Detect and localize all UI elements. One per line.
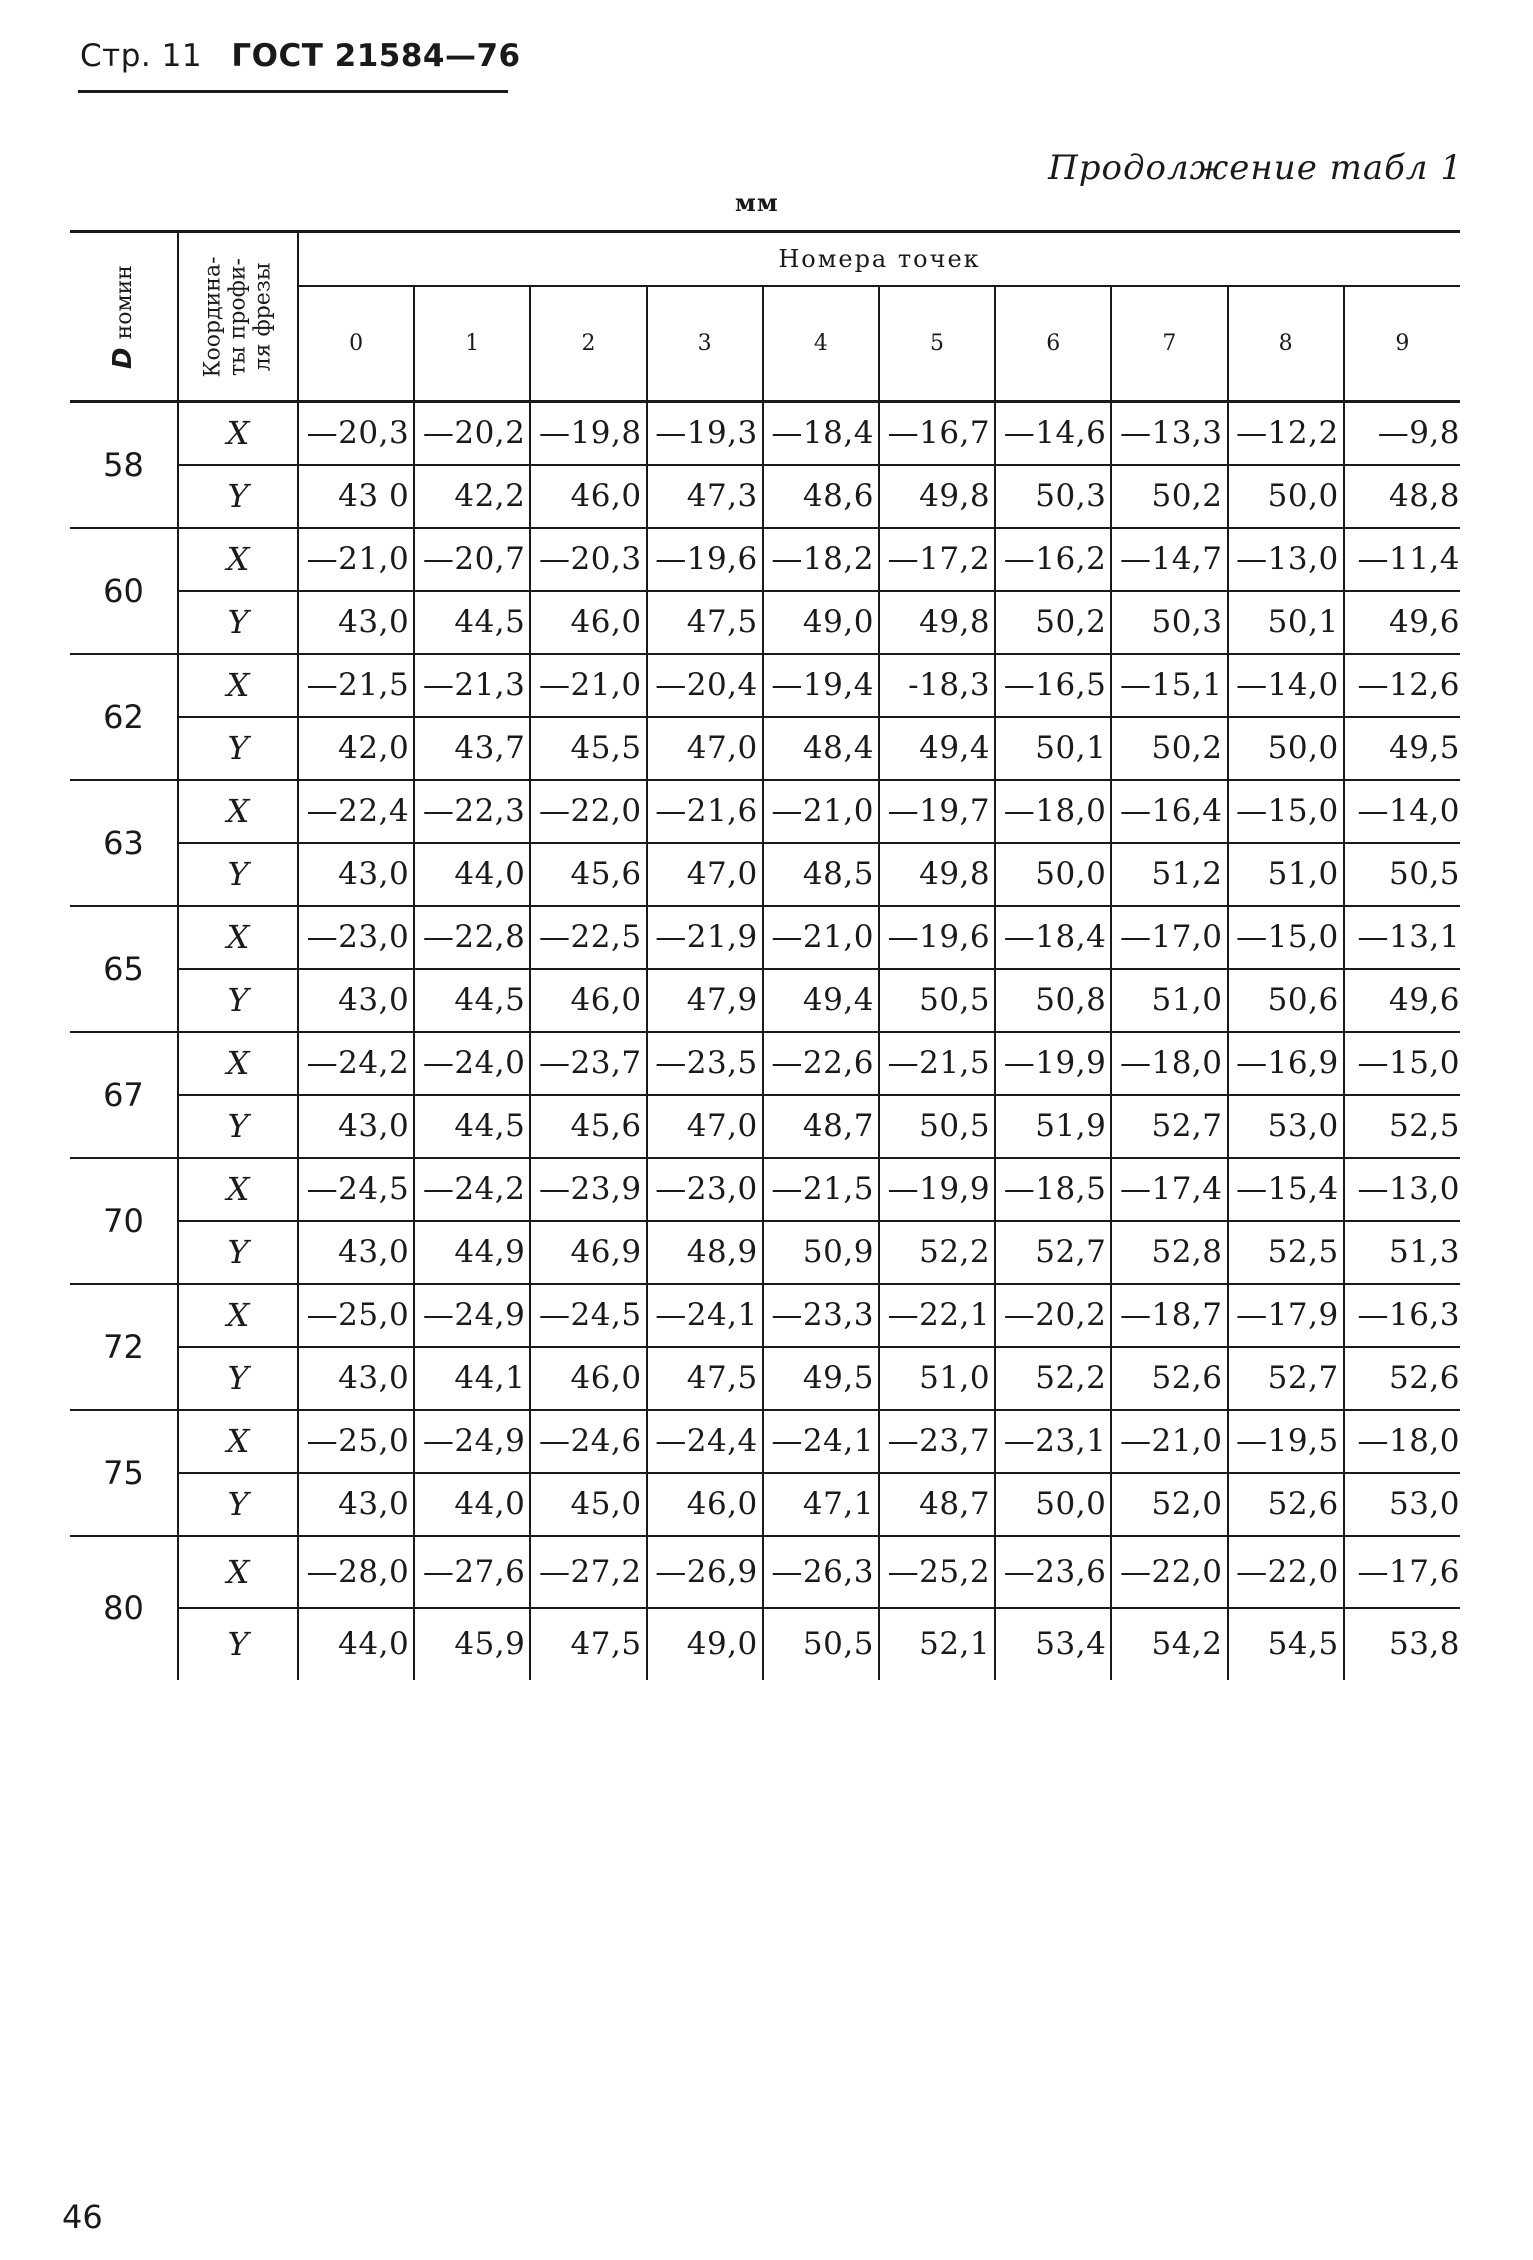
d-nominal-value: 70 <box>70 1158 178 1284</box>
coordinate-value: 46,9 <box>530 1221 646 1284</box>
coordinate-axis-y: Y <box>178 465 298 528</box>
coordinate-value: —24,4 <box>647 1410 763 1473</box>
table-row <box>70 528 1460 591</box>
coordinate-value: —18,0 <box>1111 1032 1227 1095</box>
coordinate-value: 47,1 <box>763 1473 879 1536</box>
coordinate-value: —21,3 <box>414 654 530 717</box>
coordinate-value: 48,9 <box>647 1221 763 1284</box>
table-row <box>70 1608 1460 1680</box>
point-number-header: 6 <box>995 286 1111 402</box>
coordinate-value: 52,6 <box>1344 1347 1460 1410</box>
coordinate-value: 46,0 <box>530 1347 646 1410</box>
coordinate-value: —24,2 <box>414 1158 530 1221</box>
table-row <box>70 843 1460 906</box>
coordinate-value: —17,2 <box>879 528 995 591</box>
coordinate-value: 51,9 <box>995 1095 1111 1158</box>
coordinate-value: —24,1 <box>763 1410 879 1473</box>
coordinate-value: 50,0 <box>995 843 1111 906</box>
coordinate-value: 48,5 <box>763 843 879 906</box>
table-row <box>70 969 1460 1032</box>
coordinate-value: —25,0 <box>298 1410 414 1473</box>
coordinate-value: 51,3 <box>1344 1221 1460 1284</box>
coordinate-value: —22,1 <box>879 1284 995 1347</box>
coordinate-value: —25,0 <box>298 1284 414 1347</box>
header-d-nominal <box>70 232 178 402</box>
coordinate-value: 53,4 <box>995 1608 1111 1680</box>
coordinate-value: 46,0 <box>530 465 646 528</box>
table-continuation-label: Продолжение табл 1 <box>1048 148 1463 188</box>
coordinate-value: —21,0 <box>763 906 879 969</box>
coordinate-axis-y: Y <box>178 969 298 1032</box>
table-row <box>70 1536 1460 1608</box>
point-number-header: 7 <box>1111 286 1227 402</box>
coord-label-line: ля фрезы <box>250 262 276 371</box>
d-nominal-value: 72 <box>70 1284 178 1410</box>
coordinate-value: —9,8 <box>1344 402 1460 465</box>
coordinate-value: 43,0 <box>298 1473 414 1536</box>
d-nominal-value: 63 <box>70 780 178 906</box>
coordinate-value: —16,4 <box>1111 780 1227 843</box>
coordinate-value: —14,7 <box>1111 528 1227 591</box>
coordinate-value: 52,1 <box>879 1608 995 1680</box>
point-number-header: 3 <box>647 286 763 402</box>
coordinate-value: 50,6 <box>1228 969 1344 1032</box>
coordinate-value: 50,5 <box>763 1608 879 1680</box>
coordinate-value: —11,4 <box>1344 528 1460 591</box>
coordinate-value: 52,2 <box>995 1347 1111 1410</box>
coordinate-value: —13,3 <box>1111 402 1227 465</box>
coordinate-value: —19,8 <box>530 402 646 465</box>
coordinate-value: 52,2 <box>879 1221 995 1284</box>
table-row <box>70 402 1460 465</box>
coordinate-value: 52,7 <box>1111 1095 1227 1158</box>
coordinate-value: 45,6 <box>530 843 646 906</box>
coordinate-value: —24,0 <box>414 1032 530 1095</box>
coordinate-axis-x: X <box>178 1158 298 1221</box>
coordinate-value: —20,4 <box>647 654 763 717</box>
coordinate-value: 50,3 <box>995 465 1111 528</box>
profile-coordinates-table <box>70 230 1460 1680</box>
standard-title: ГОСТ 21584—76 <box>231 38 521 74</box>
coordinate-value: —24,5 <box>530 1284 646 1347</box>
coordinate-value: 53,0 <box>1228 1095 1344 1158</box>
coordinate-value: —23,5 <box>647 1032 763 1095</box>
coordinate-value: —17,0 <box>1111 906 1227 969</box>
coordinate-value: 46,0 <box>530 969 646 1032</box>
coordinate-value: —15,1 <box>1111 654 1227 717</box>
coordinate-axis-y: Y <box>178 1347 298 1410</box>
coordinate-value: 43 0 <box>298 465 414 528</box>
coordinate-value: 44,0 <box>414 843 530 906</box>
coordinate-value: 43,0 <box>298 843 414 906</box>
coordinate-value: 52,6 <box>1228 1473 1344 1536</box>
coordinate-value: 50,0 <box>1228 717 1344 780</box>
coordinate-value: 49,4 <box>763 969 879 1032</box>
coordinate-value: 43,0 <box>298 1221 414 1284</box>
coordinate-value: —19,3 <box>647 402 763 465</box>
coordinate-value: —27,2 <box>530 1536 646 1608</box>
coordinate-value: —12,2 <box>1228 402 1344 465</box>
coordinate-value: 52,8 <box>1111 1221 1227 1284</box>
coordinate-value: —18,0 <box>1344 1410 1460 1473</box>
coordinate-value: 45,6 <box>530 1095 646 1158</box>
coordinate-axis-x: X <box>178 528 298 591</box>
point-number-header: 1 <box>414 286 530 402</box>
coordinate-value: —19,6 <box>647 528 763 591</box>
header-rule <box>78 90 508 93</box>
coordinate-value: 52,5 <box>1344 1095 1460 1158</box>
coordinate-axis-x: X <box>178 1284 298 1347</box>
coordinate-value: 45,5 <box>530 717 646 780</box>
coordinate-value: 42,0 <box>298 717 414 780</box>
coordinate-value: —23,7 <box>530 1032 646 1095</box>
coordinate-value: 43,0 <box>298 1347 414 1410</box>
coordinate-value: —22,6 <box>763 1032 879 1095</box>
coordinate-value: —16,5 <box>995 654 1111 717</box>
coordinate-value: —16,2 <box>995 528 1111 591</box>
coordinate-value: —21,0 <box>530 654 646 717</box>
coordinate-value: —18,2 <box>763 528 879 591</box>
table-row <box>70 1284 1460 1347</box>
d-nominal-value: 67 <box>70 1032 178 1158</box>
coordinate-value: 53,8 <box>1388 1626 1460 1662</box>
point-number-header: 5 <box>879 286 995 402</box>
coordinate-axis-y: Y <box>178 1095 298 1158</box>
coordinate-value: —15,0 <box>1228 906 1344 969</box>
coordinate-value: 46,0 <box>530 591 646 654</box>
coordinate-value: —16,7 <box>879 402 995 465</box>
coordinate-value: 48,7 <box>879 1473 995 1536</box>
coordinate-value: 44,9 <box>414 1221 530 1284</box>
coordinate-value: 50,0 <box>1228 465 1344 528</box>
coord-label-line: Координа- <box>200 255 226 378</box>
coordinate-value: —14,0 <box>1228 654 1344 717</box>
coordinate-value: 43,0 <box>298 591 414 654</box>
coordinate-value: —18,5 <box>995 1158 1111 1221</box>
coordinate-value: 50,9 <box>763 1221 879 1284</box>
coordinate-value: 49,5 <box>763 1347 879 1410</box>
coordinate-value: 49,8 <box>879 843 995 906</box>
coordinate-axis-x: X <box>178 654 298 717</box>
page-label: Стр. 11 <box>80 38 203 74</box>
coordinate-value: 50,2 <box>995 591 1111 654</box>
coordinate-value: —19,7 <box>879 780 995 843</box>
coordinate-value: —22,8 <box>414 906 530 969</box>
coordinate-value: 43,0 <box>298 1095 414 1158</box>
coordinate-value: 44,5 <box>414 591 530 654</box>
table-row <box>70 1158 1460 1221</box>
coordinate-value: 50,5 <box>879 969 995 1032</box>
coordinate-value: —13,0 <box>1344 1158 1460 1221</box>
coordinate-value: —15,4 <box>1228 1158 1344 1221</box>
coordinate-value: 50,2 <box>1111 717 1227 780</box>
table-row <box>70 1032 1460 1095</box>
d-nominal-label: номин <box>111 264 137 339</box>
coordinate-value: —20,2 <box>414 402 530 465</box>
coord-label-line: ты профи- <box>225 257 251 376</box>
d-nominal-value: 75 <box>70 1410 178 1536</box>
coordinate-value: —20,3 <box>530 528 646 591</box>
coordinate-value: —18,0 <box>995 780 1111 843</box>
coordinate-axis-y: Y <box>178 717 298 780</box>
coordinate-value: —22,3 <box>414 780 530 843</box>
coordinate-value: 47,0 <box>647 717 763 780</box>
coordinate-value: 54,2 <box>1111 1608 1227 1680</box>
coordinate-value: —24,6 <box>530 1410 646 1473</box>
table-row <box>70 465 1460 528</box>
coordinate-value: 50,5 <box>1344 843 1460 906</box>
coordinate-value: 43,7 <box>414 717 530 780</box>
coordinate-value: 49,6 <box>1344 591 1460 654</box>
table-row <box>70 654 1460 717</box>
coordinate-axis-x: X <box>178 1536 298 1608</box>
coordinate-value: —15,0 <box>1344 1032 1460 1095</box>
coordinate-axis-y: Y <box>178 1473 298 1536</box>
unit-label: мм <box>735 188 779 217</box>
coordinate-value: 42,2 <box>414 465 530 528</box>
coordinate-value: —21,5 <box>879 1032 995 1095</box>
coordinate-value: 51,2 <box>1111 843 1227 906</box>
point-number-header: 9 <box>1344 286 1460 402</box>
coordinate-value: —20,3 <box>298 402 414 465</box>
coordinate-value: 44,5 <box>414 1095 530 1158</box>
coordinate-value: 50,5 <box>879 1095 995 1158</box>
coordinate-axis-y: Y <box>178 1608 298 1680</box>
coordinate-value: —23,0 <box>298 906 414 969</box>
coordinate-value: 49,6 <box>1344 969 1460 1032</box>
coordinate-value: —24,9 <box>414 1284 530 1347</box>
coordinate-value: 52,0 <box>1111 1473 1227 1536</box>
coordinate-value: —14,6 <box>995 402 1111 465</box>
coordinate-value: -18,3 <box>879 654 995 717</box>
coordinate-value: —20,2 <box>995 1284 1111 1347</box>
coordinate-value: —27,6 <box>414 1536 530 1608</box>
coordinate-value: —13,0 <box>1228 528 1344 591</box>
coordinate-value: —24,9 <box>414 1410 530 1473</box>
coordinate-value: —23,6 <box>995 1536 1111 1608</box>
coordinate-value: 52,7 <box>1228 1347 1344 1410</box>
coordinate-value: 44,1 <box>414 1347 530 1410</box>
d-nominal-value: 60 <box>70 528 178 654</box>
coordinate-value: —19,4 <box>763 654 879 717</box>
coordinate-value: 51,0 <box>1228 843 1344 906</box>
coordinate-value: 44,0 <box>298 1608 414 1680</box>
coordinate-value: —22,5 <box>530 906 646 969</box>
coordinate-value: —13,1 <box>1344 906 1460 969</box>
d-symbol: D <box>107 346 138 369</box>
coordinate-axis-x: X <box>178 1410 298 1473</box>
coordinate-value: —24,2 <box>298 1032 414 1095</box>
coordinate-value: 53,0 <box>1344 1473 1460 1536</box>
coordinate-value: —22,0 <box>1111 1536 1227 1608</box>
coordinate-value: —26,3 <box>763 1536 879 1608</box>
coordinate-value: 47,0 <box>647 843 763 906</box>
coordinate-value: —15,0 <box>1228 780 1344 843</box>
coordinate-value: —22,0 <box>1228 1536 1344 1608</box>
d-nominal-value: 58 <box>70 402 178 528</box>
coordinate-value: 47,5 <box>530 1608 646 1680</box>
d-nominal-value: 65 <box>70 906 178 1032</box>
coordinate-value: —23,7 <box>879 1410 995 1473</box>
coordinate-value: —25,2 <box>879 1536 995 1608</box>
table-row <box>70 591 1460 654</box>
table-row <box>70 906 1460 969</box>
table-row <box>70 1473 1460 1536</box>
d-nominal-value: 62 <box>70 654 178 780</box>
coordinate-value: —17,9 <box>1228 1284 1344 1347</box>
coordinate-axis-x: X <box>178 780 298 843</box>
coordinate-axis-y: Y <box>178 843 298 906</box>
coordinate-value: 50,0 <box>995 1473 1111 1536</box>
coordinate-value: —19,9 <box>879 1158 995 1221</box>
coordinate-value: 54,5 <box>1228 1608 1344 1680</box>
table-row <box>70 1095 1460 1158</box>
coordinate-axis-x: X <box>178 402 298 465</box>
coordinate-value: —21,5 <box>763 1158 879 1221</box>
coordinate-value: —21,0 <box>298 528 414 591</box>
coordinate-value: —12,6 <box>1344 654 1460 717</box>
point-number-header: 8 <box>1228 286 1344 402</box>
point-number-header: 4 <box>763 286 879 402</box>
coordinate-value: —26,9 <box>647 1536 763 1608</box>
header-coordinates <box>178 232 298 402</box>
coordinate-value: 44,5 <box>414 969 530 1032</box>
coordinate-value: —19,5 <box>1228 1410 1344 1473</box>
coordinate-value: 49,8 <box>879 591 995 654</box>
coordinate-value: —22,0 <box>530 780 646 843</box>
coordinate-value: —16,9 <box>1228 1032 1344 1095</box>
point-number-header: 0 <box>298 286 414 402</box>
d-nominal-value: 80 <box>70 1536 178 1680</box>
table-row <box>70 1221 1460 1284</box>
coordinate-value: —23,0 <box>647 1158 763 1221</box>
coordinate-value: 52,7 <box>995 1221 1111 1284</box>
coordinate-value: 50,3 <box>1111 591 1227 654</box>
coordinate-value: —23,9 <box>530 1158 646 1221</box>
coordinate-value: —24,5 <box>298 1158 414 1221</box>
coordinate-value: 50,8 <box>995 969 1111 1032</box>
coordinate-value: 50,1 <box>995 717 1111 780</box>
coordinate-value: 52,6 <box>1111 1347 1227 1410</box>
coordinate-axis-y: Y <box>178 1221 298 1284</box>
coordinate-value: —23,1 <box>995 1410 1111 1473</box>
coordinate-axis-y: Y <box>178 591 298 654</box>
coordinate-value: 45,0 <box>530 1473 646 1536</box>
coordinate-value: 49,0 <box>763 591 879 654</box>
table-row <box>70 1410 1460 1473</box>
coordinate-value: —16,3 <box>1344 1284 1460 1347</box>
page-header <box>80 38 521 74</box>
coordinate-value: 47,5 <box>647 591 763 654</box>
coordinate-value: —23,3 <box>763 1284 879 1347</box>
coordinate-value: 47,9 <box>647 969 763 1032</box>
coordinate-value: 43,0 <box>298 969 414 1032</box>
table-row <box>70 717 1460 780</box>
coordinate-value: 47,0 <box>647 1095 763 1158</box>
coordinate-value: 51,0 <box>879 1347 995 1410</box>
coordinate-value: —21,6 <box>647 780 763 843</box>
point-number-header: 2 <box>530 286 646 402</box>
coordinate-value: 48,4 <box>763 717 879 780</box>
coordinate-value: —20,7 <box>414 528 530 591</box>
coordinate-value: 52,5 <box>1228 1221 1344 1284</box>
coordinate-value: 49,5 <box>1344 717 1460 780</box>
coordinate-value: 45,9 <box>414 1608 530 1680</box>
coordinate-value: —21,9 <box>647 906 763 969</box>
coordinate-value: —21,0 <box>1111 1410 1227 1473</box>
coordinate-value: 49,0 <box>647 1608 763 1680</box>
coordinate-value: —21,0 <box>763 780 879 843</box>
coordinate-value: —14,0 <box>1344 780 1460 843</box>
table-row <box>70 780 1460 843</box>
coordinate-value: 49,8 <box>879 465 995 528</box>
coordinate-value: —17,6 <box>1344 1536 1460 1608</box>
coordinate-value: 48,7 <box>763 1095 879 1158</box>
coordinate-value: —18,7 <box>1111 1284 1227 1347</box>
coordinate-value: —18,4 <box>763 402 879 465</box>
coordinate-value: 49,4 <box>879 717 995 780</box>
coordinate-value: —18,4 <box>995 906 1111 969</box>
coordinate-value: —19,9 <box>995 1032 1111 1095</box>
coordinate-value: 50,2 <box>1111 465 1227 528</box>
coordinate-axis-x: X <box>178 906 298 969</box>
coordinate-value: 47,3 <box>647 465 763 528</box>
coordinate-axis-x: X <box>178 1032 298 1095</box>
coordinate-value: 47,5 <box>647 1347 763 1410</box>
coordinate-value: —24,1 <box>647 1284 763 1347</box>
coordinate-value: —17,4 <box>1111 1158 1227 1221</box>
table-row <box>70 1347 1460 1410</box>
points-title: Номера точек <box>298 232 1460 286</box>
coordinate-value: 48,6 <box>763 465 879 528</box>
coordinate-value: —19,6 <box>879 906 995 969</box>
coordinate-value: 46,0 <box>647 1473 763 1536</box>
coordinate-value: 44,0 <box>414 1473 530 1536</box>
coordinate-value: 50,1 <box>1228 591 1344 654</box>
coordinate-value: 51,0 <box>1111 969 1227 1032</box>
coordinate-value: —22,4 <box>298 780 414 843</box>
coordinate-value: —28,0 <box>298 1536 414 1608</box>
page-number: 46 <box>62 2198 103 2236</box>
coordinate-value: —21,5 <box>298 654 414 717</box>
coordinate-value: 48,8 <box>1344 465 1460 528</box>
